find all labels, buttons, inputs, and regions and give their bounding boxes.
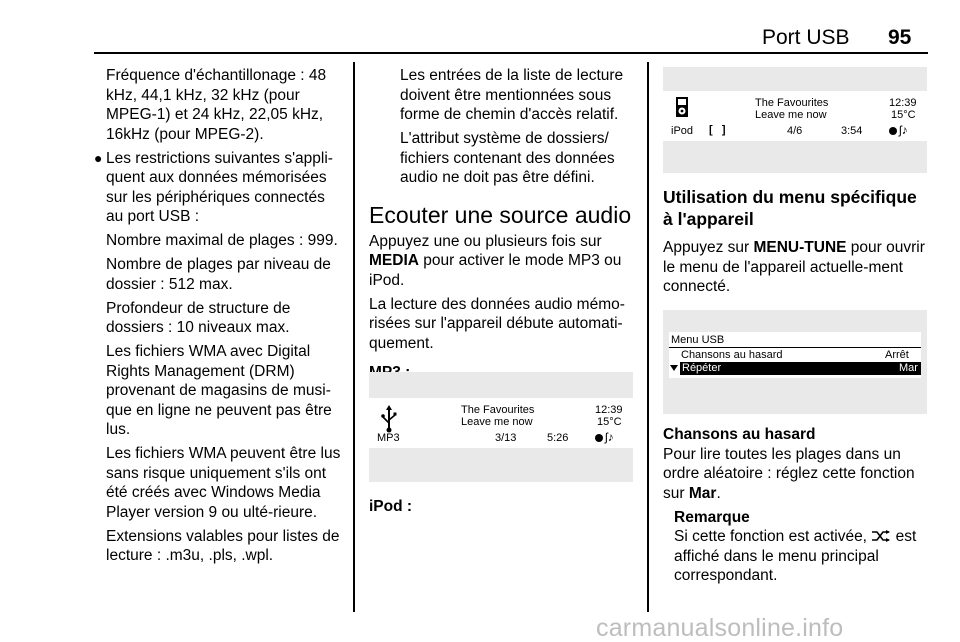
- paragraph: Nombre de plages par niveau de dossier : 512 max.: [106, 256, 331, 293]
- key-label: MENU-TUNE: [753, 239, 847, 256]
- paragraph: Les fichiers WMA avec Digital Rights Management (DRM) provenant de magasins de musi-que en ligne ne peuvent pas être lus.: [106, 343, 332, 438]
- ipod-label: iPod :: [369, 498, 413, 515]
- remark-label: Remarque: [674, 508, 750, 526]
- track-title: Leave me now: [755, 109, 827, 121]
- track-position: 4/6: [787, 125, 803, 137]
- paragraph: La lecture des données audio mémo-risées sur l'appareil débute automati-quement.: [369, 295, 625, 352]
- paragraph: Les fichiers WMA peuvent être lus sans risque uniquement s'ils ont été créés avec Windows Media Player version 9 ou ulté-rieure.: [106, 445, 341, 521]
- section-heading: Utilisation du menu spécifique à l'appareil: [663, 187, 917, 229]
- key-label: Mar: [688, 484, 717, 502]
- shuffle-icon: [871, 530, 891, 542]
- menu-item-label: Répéter: [682, 362, 722, 374]
- elapsed-time: 3:54: [841, 125, 863, 137]
- column-1: [94, 66, 346, 570]
- key-label: MEDIA: [369, 252, 419, 269]
- column-3: [663, 186, 927, 301]
- menu-item-value: Arrêt: [885, 349, 909, 361]
- source-label: iPod: [671, 125, 694, 137]
- temperature: 15°C: [597, 416, 622, 428]
- paragraph: Les entrées de la liste de lecture doivent être mentionnées sous forme de chemin d'accès relatif.: [400, 67, 624, 123]
- paragraph: Extensions valables pour listes de lecture : .m3u, .pls, .wpl.: [106, 527, 340, 564]
- sound-icon: ʃ♪: [605, 430, 614, 444]
- sub-heading: Chansons au hasard: [663, 426, 816, 443]
- track-title: Leave me now: [461, 416, 533, 428]
- remark-block: [663, 508, 927, 586]
- ipod-icon: [675, 96, 689, 118]
- watermark: carmanualsonline.info: [596, 614, 844, 642]
- paragraph: Appuyez sur MENU-TUNE pour ouvrir le menu de l'appareil actuelle-ment connecté.: [663, 239, 925, 295]
- usb-icon: [381, 405, 397, 433]
- paragraph: Profondeur de structure de dossiers : 10 niveaux max.: [106, 299, 291, 336]
- header-rule: [94, 52, 928, 54]
- ipod-display: [663, 91, 927, 141]
- paragraph: Les restrictions suivantes s'appli-quent aux données mémorisées sur les périphériques connectés au port USB :: [106, 149, 333, 225]
- sound-icon: ʃ♪: [899, 123, 908, 137]
- track-artist: The Favourites: [461, 404, 535, 416]
- ipod-display-figure: [663, 67, 927, 173]
- track-artist: The Favourites: [755, 97, 829, 109]
- scroll-down-icon: [670, 365, 678, 371]
- paragraph: Si cette fonction est activée, est affiché dans le menu principal correspondant.: [674, 528, 917, 584]
- menu-usb-figure: [663, 310, 927, 414]
- section-heading: Ecouter une source audio: [369, 201, 632, 228]
- paragraph: L'attribut système de dossiers/ fichiers contenant des données audio ne doit pas être défini.: [400, 130, 615, 186]
- source-label: MP3: [377, 432, 400, 444]
- column-divider: [647, 62, 649, 612]
- bullet-item: [94, 149, 346, 571]
- paragraph: Nombre maximal de plages : 999.: [106, 232, 338, 249]
- clock: 12:39: [595, 404, 623, 416]
- brackets: [ ]: [709, 124, 726, 136]
- menu-title: Menu USB: [671, 334, 725, 346]
- page-header: [0, 0, 960, 52]
- status-dot-icon: [595, 434, 603, 442]
- mp3-display: [369, 398, 633, 448]
- temperature: 15°C: [891, 109, 916, 121]
- paragraph: Appuyez une ou plusieurs fois sur MEDIA pour activer le mode MP3 ou iPod.: [369, 232, 622, 289]
- column-2: [369, 66, 633, 383]
- elapsed-time: 5:26: [547, 432, 569, 444]
- section-title: Port USB: [762, 26, 850, 49]
- menu-item-value: Mar: [899, 362, 918, 374]
- paragraph: Pour lire toutes les plages dans un ordre aléatoire : réglez cette fonction sur Mar.: [663, 445, 915, 502]
- menu-item-selected[interactable]: [680, 362, 921, 375]
- page-number: 95: [888, 26, 912, 49]
- menu-item-label: Chansons au hasard: [681, 349, 783, 361]
- column-3-lower: [663, 425, 927, 590]
- clock: 12:39: [889, 97, 917, 109]
- column-divider: [353, 62, 355, 612]
- paragraph: Fréquence d'échantillonage : 48 kHz, 44,1 kHz, 32 kHz (pour MPEG-1) et 24 kHz, 22,05 kHz, 16kHz (pour MPEG-2).: [106, 67, 327, 143]
- track-position: 3/13: [495, 432, 517, 444]
- menu-title-rule: [669, 347, 921, 348]
- status-dot-icon: [889, 127, 897, 135]
- bullet-icon: ●: [94, 149, 103, 166]
- mp3-display-figure: [369, 372, 633, 482]
- menu-usb-display: [669, 332, 921, 378]
